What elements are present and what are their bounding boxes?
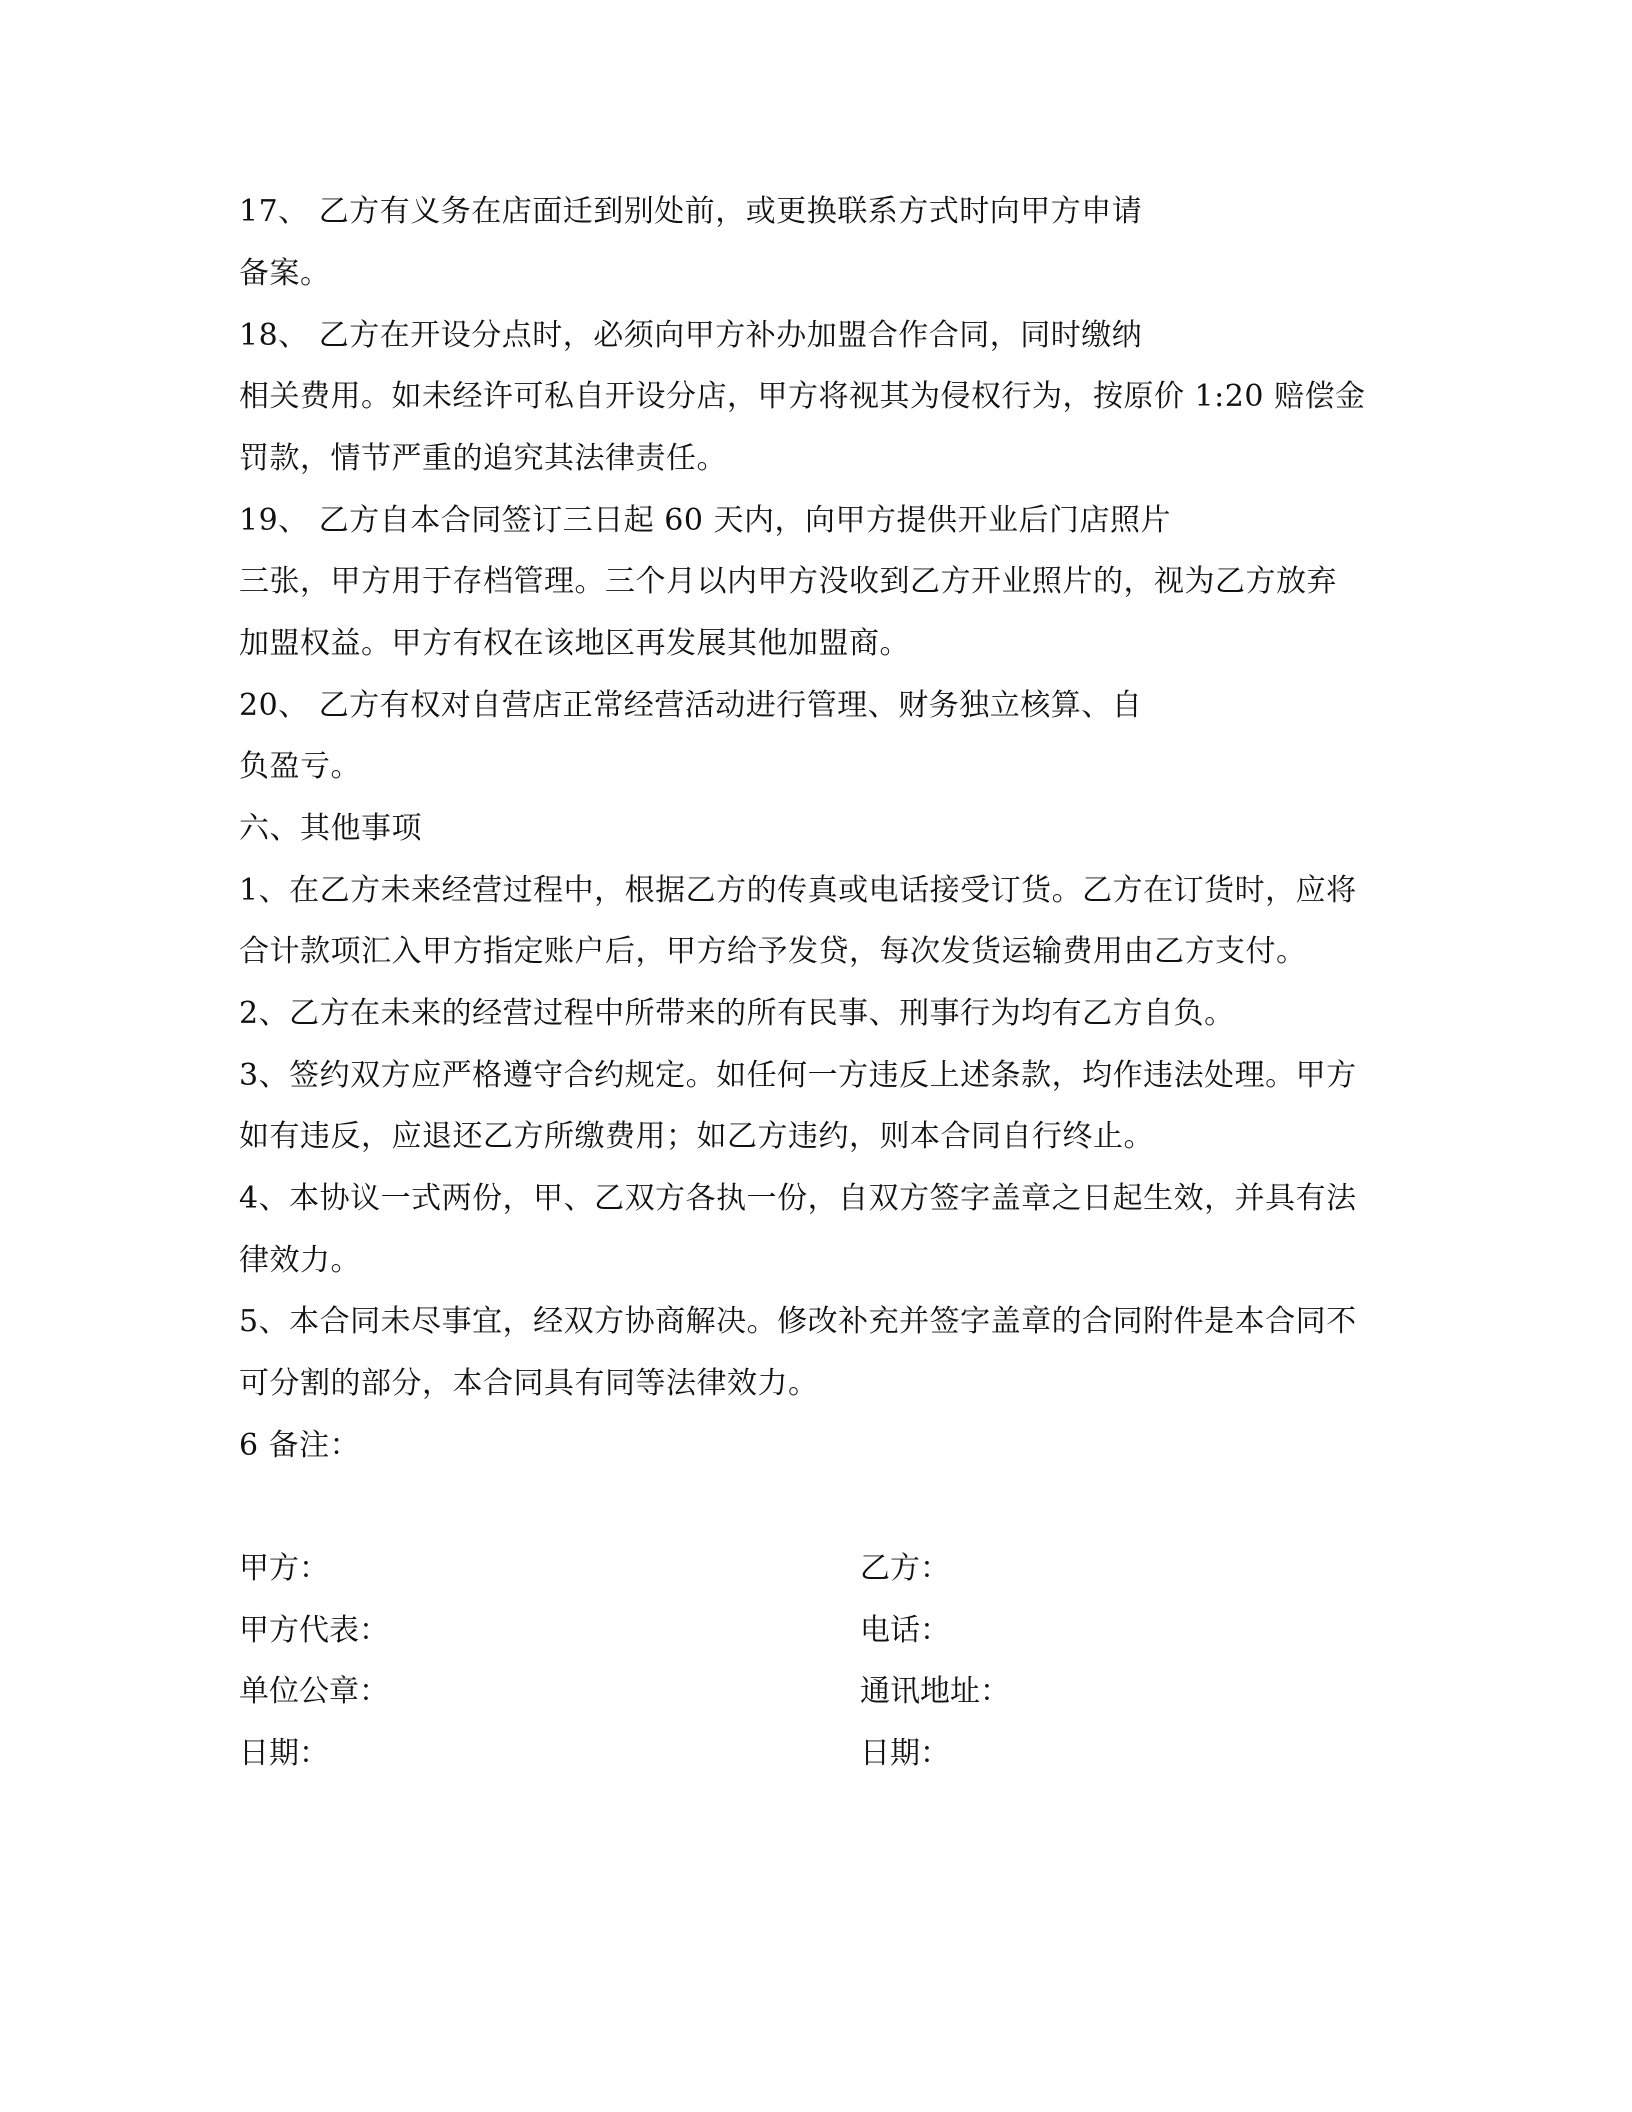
clause-18-line-2: 相关费用。如未经许可私自开设分店，甲方将视其为侵权行为，按原价 1:20 赔偿金 [239, 379, 1366, 414]
clause-20-line-2: 负盈亏。 [239, 749, 361, 784]
item-3-line-2: 如有违反，应退还乙方所缴费用；如乙方违约，则本合同自行终止。 [239, 1119, 1154, 1154]
item-5-line-1: 5、本合同未尽事宜，经双方协商解决。修改补充并签字盖章的合同附件是本合同不 [239, 1304, 1357, 1339]
clause-19-line-2: 三张，甲方用于存档管理。三个月以内甲方没收到乙方开业照片的，视为乙方放弃 [239, 564, 1337, 599]
party-b-date-label: 日期： [860, 1736, 950, 1771]
item-4-line-2: 律效力。 [239, 1243, 361, 1278]
item-6-remarks: 6 备注： [239, 1428, 361, 1463]
item-1-line-2: 合计款项汇入甲方指定账户后，甲方给予发贷，每次发货运输费用由乙方支付。 [239, 934, 1307, 969]
party-a-seal-label: 单位公章： [239, 1674, 389, 1709]
party-b-label: 乙方： [860, 1551, 950, 1586]
party-a-date-label: 日期： [239, 1736, 329, 1771]
clause-20-line-1: 20、 乙方有权对自营店正常经营活动进行管理、财务独立核算、自 [239, 688, 1143, 723]
item-1-line-1: 1、在乙方未来经营过程中，根据乙方的传真或电话接受订货。乙方在订货时，应将 [239, 873, 1357, 908]
item-4-line-1: 4、本协议一式两份，甲、乙双方各执一份，自双方签字盖章之日起生效，并具有法 [239, 1181, 1357, 1216]
clause-17-line-2: 备案。 [239, 256, 331, 291]
party-b-address-label: 通讯地址： [860, 1674, 1010, 1709]
party-a-representative-label: 甲方代表： [239, 1613, 389, 1648]
party-b-phone-label: 电话： [860, 1613, 950, 1648]
clause-19-line-3: 加盟权益。甲方有权在该地区再发展其他加盟商。 [239, 626, 910, 661]
clause-19-line-1: 19、 乙方自本合同签订三日起 60 天内，向甲方提供开业后门店照片 [239, 503, 1171, 538]
party-a-label: 甲方： [239, 1551, 329, 1586]
item-2-line-1: 2、乙方在未来的经营过程中所带来的所有民事、刑事行为均有乙方自负。 [239, 996, 1235, 1031]
section-title: 六、其他事项 [239, 811, 422, 846]
clause-18-line-1: 18、 乙方在开设分点时，必须向甲方补办加盟合作合同，同时缴纳 [239, 318, 1143, 353]
item-5-line-2: 可分割的部分，本合同具有同等法律效力。 [239, 1366, 819, 1401]
item-3-line-1: 3、签约双方应严格遵守合约规定。如任何一方违反上述条款，均作违法处理。甲方 [239, 1058, 1357, 1093]
clause-18-line-3: 罚款，情节严重的追究其法律责任。 [239, 441, 727, 476]
clause-17-line-1: 17、 乙方有义务在店面迁到别处前，或更换联系方式时向甲方申请 [239, 194, 1143, 229]
